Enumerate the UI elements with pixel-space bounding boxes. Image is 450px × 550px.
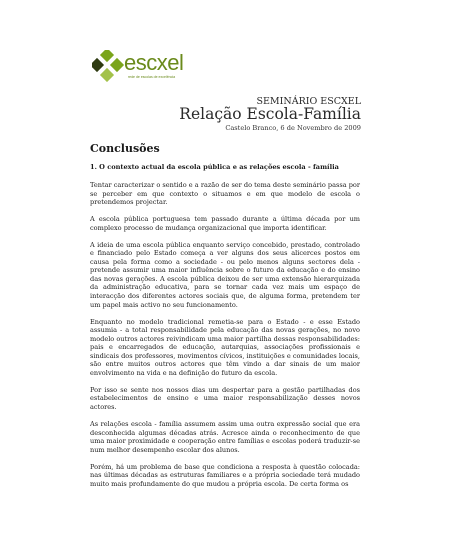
paragraph: Tentar caracterizar o sentido e a razão de ser do tema deste seminário passa por se perceber em que contexto o situamos e em que modelo de escola o pretendemos projectar. [90, 181, 360, 207]
place-date: Castelo Branco, 6 de Novembro de 2009 [225, 124, 361, 132]
seminar-label: SEMINÁRIO ESCXEL [256, 96, 361, 107]
diamond-cluster-icon [92, 50, 126, 82]
escxel-logo [92, 50, 212, 82]
section-subheading: 1. O contexto actual da escola pública e as relações escola - família [90, 163, 339, 171]
body-text [90, 181, 360, 497]
paragraph: A ideia de uma escola pública enquanto serviço concebido, prestado, controlado e financiado pelo Estado começa a ver alguns dos seus alicerces postos em causa pela forma como a sociedade - ou pelo menos alguns sectores dela - pretende assumir uma maior influência sobre o futuro da educação e do ensino das novas gerações. A escola pública deixou de ser uma extensão hierarquizada da administração educativa, para se tornar cada vez mais um espaço de interacção dos diferentes actores sociais que, de alguma forma, pretendem ter um papel mais activo no seu funcionamento. [90, 240, 360, 309]
document-title: Relação Escola-Família [179, 105, 361, 123]
paragraph: As relações escola - família assumem assim uma outra expressão social que era desconhecida algumas décadas atrás. Acresce ainda o reconhecimento de que uma maior proximidade e cooperação entre famílias e escolas poderá traduzir-se num melhor desempenho escolar dos alunos. [90, 420, 360, 454]
paragraph: Porém, há um problema de base que condiciona a resposta à questão colocada: nas últimas décadas as estruturas familiares e a própria sociedade terá mudado muito mais profundamente do que mudou a própria escola. De certa forma os [90, 462, 360, 488]
paragraph: Enquanto no modelo tradicional remetia-se para o Estado - e esse Estado assumia - a total responsabilidade pela educação das novas gerações, no novo modelo outros actores reivindicam uma maior partilha dessas responsabilidades: pais e encarregados de educação, autarquias, associações profissionais e sindicais dos professores, movimentos cívicos, instituições e comunidades locais, são entre muitos outros actores que têm vindo a dar sinais de um maior envolvimento na vida e na definição do futuro da escola. [90, 317, 360, 377]
logo-tagline: rede de escolas de excelência [128, 75, 176, 79]
paragraph: A escola pública portuguesa tem passado durante a última década por um complexo processo de mudança organizacional que importa identificar. [90, 215, 360, 232]
section-heading: Conclusões [90, 142, 160, 155]
logo-wordmark: escxel [124, 50, 184, 75]
paragraph: Por isso se sente nos nossos dias um despertar para a gestão partilhadas dos estabelecimentos de ensino e uma maior responsabilização desses novos actores. [90, 385, 360, 412]
